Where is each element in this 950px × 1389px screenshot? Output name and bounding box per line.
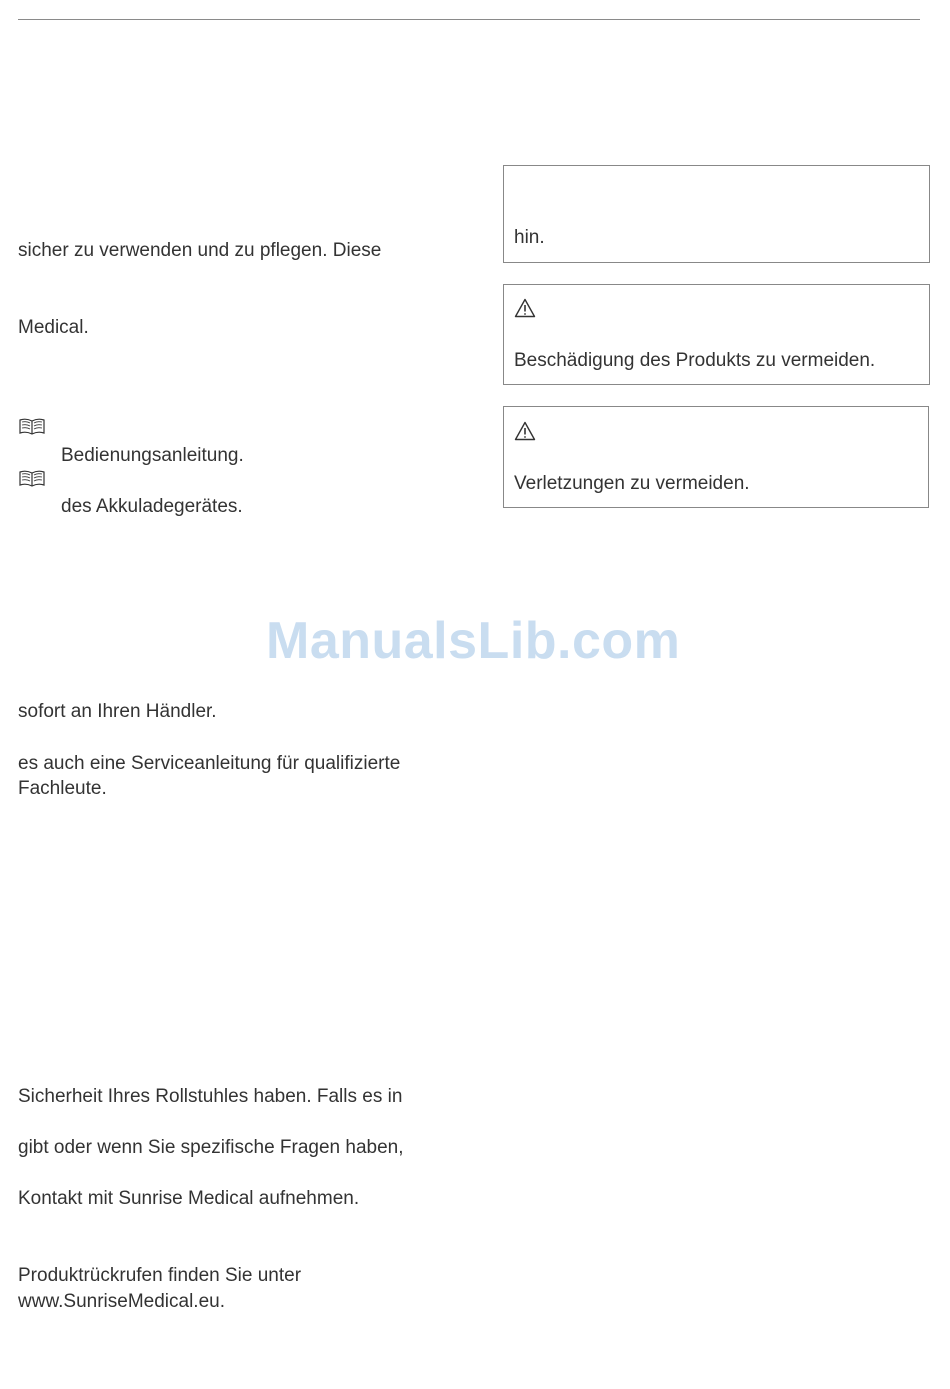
warning-box bbox=[503, 406, 929, 508]
body-text-line: Kontakt mit Sunrise Medical aufnehmen. bbox=[18, 1188, 360, 1209]
body-text-line: es auch eine Serviceanleitung für qualifizierte bbox=[18, 753, 401, 774]
warning-box-text: Verletzungen zu vermeiden. bbox=[514, 473, 750, 494]
note-text: Bedienungsanleitung. bbox=[61, 445, 244, 466]
body-text-line: sofort an Ihren Händler. bbox=[18, 701, 217, 722]
website-link[interactable]: www.SunriseMedical.eu. bbox=[18, 1291, 225, 1312]
warning-triangle-icon bbox=[514, 421, 536, 441]
body-text-line: gibt oder wenn Sie spezifische Fragen haben, bbox=[18, 1137, 404, 1158]
info-box-text: hin. bbox=[514, 227, 545, 248]
intro-text-line: sicher zu verwenden und zu pflegen. Diese bbox=[18, 240, 382, 261]
book-icon bbox=[19, 470, 45, 488]
body-text-line: Fachleute. bbox=[18, 778, 107, 799]
body-text-line: Sicherheit Ihres Rollstuhles haben. Falls es in bbox=[18, 1086, 403, 1107]
info-box bbox=[503, 165, 930, 263]
intro-text-line: Medical. bbox=[18, 317, 89, 338]
body-text-line: Produktrückrufen finden Sie unter bbox=[18, 1265, 302, 1286]
watermark: ManualsLib.com bbox=[266, 612, 681, 670]
caution-box-text: Beschädigung des Produkts zu vermeiden. bbox=[514, 350, 876, 371]
header-rule bbox=[18, 19, 920, 20]
warning-triangle-icon bbox=[514, 298, 536, 318]
note-text: des Akkuladegerätes. bbox=[61, 496, 243, 517]
book-icon bbox=[19, 418, 45, 436]
caution-box bbox=[503, 284, 930, 385]
